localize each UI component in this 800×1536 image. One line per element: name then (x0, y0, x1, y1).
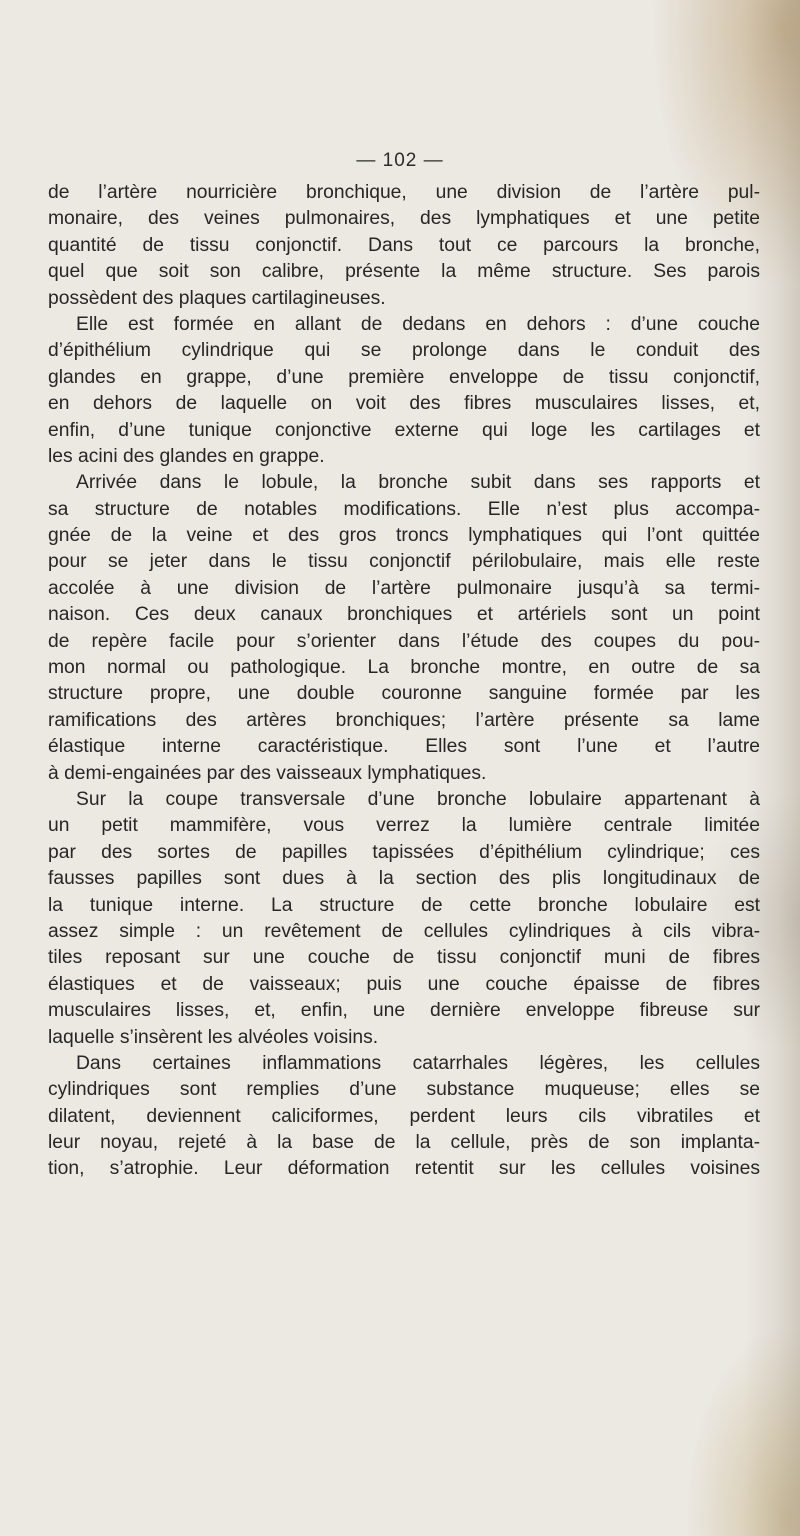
text-line: quantité de tissu conjonctif. Dans tout ce parcours la bronche, (48, 234, 760, 256)
text-line: assez simple : un revêtement de cellules cylindriques à cils vibra- (48, 920, 760, 942)
paragraph (48, 787, 760, 1051)
text-line: Dans certaines inflammations catarrhales légères, les cellules (76, 1052, 760, 1074)
text-line: enfin, d’une tunique conjonctive externe qui loge les cartilages et (48, 419, 760, 441)
text-line: la tunique interne. La structure de cette bronche lobulaire est (48, 894, 760, 916)
text-line: leur noyau, rejeté à la base de la cellule, près de son implanta- (48, 1132, 760, 1154)
text-line: Arrivée dans le lobule, la bronche subit dans ses rapports et (76, 472, 760, 494)
text-line: possèdent des plaques cartilagineuses. (48, 287, 386, 309)
text-line: tiles reposant sur une couche de tissu conjonctif muni de fibres (48, 947, 760, 969)
text-line: ramifications des artères bronchiques; l’artère présente sa lame (48, 709, 760, 731)
text-line: dilatent, deviennent caliciformes, perdent leurs cils vibratiles et (48, 1105, 760, 1127)
text-line: de repère facile pour s’orienter dans l’étude des coupes du pou- (48, 630, 760, 652)
text-line: musculaires lisses, et, enfin, une dernière enveloppe fibreuse sur (48, 1000, 760, 1022)
text-line: Sur la coupe transversale d’une bronche lobulaire appartenant à (76, 788, 760, 810)
text-line: naison. Ces deux canaux bronchiques et artériels sont un point (48, 604, 760, 626)
text-line: en dehors de laquelle on voit des fibres musculaires lisses, et, (48, 393, 760, 415)
body-text (48, 180, 760, 1183)
paragraph (48, 470, 760, 787)
paragraph (48, 312, 760, 470)
text-line: accolée à une division de l’artère pulmonaire jusqu’à sa termi- (48, 577, 760, 599)
text-line: fausses papilles sont dues à la section des plis longitudinaux de (48, 868, 760, 890)
text-line: Elle est formée en allant de dedans en dehors : d’une couche (76, 313, 760, 335)
text-line: quel que soit son calibre, présente la même structure. Ses parois (48, 261, 760, 283)
paragraph (48, 1051, 760, 1183)
text-line: un petit mammifère, vous verrez la lumière centrale limitée (48, 815, 760, 837)
paragraph (48, 180, 760, 312)
text-line: élastique interne caractéristique. Elles sont l’une et l’autre (48, 736, 760, 758)
text-line: sa structure de notables modifications. Elle n’est plus accompa- (48, 498, 760, 520)
text-line: d’épithélium cylindrique qui se prolonge dans le conduit des (48, 340, 760, 362)
text-line: pour se jeter dans le tissu conjonctif périlobulaire, mais elle reste (48, 551, 760, 573)
text-line: élastiques et de vaisseaux; puis une couche épaisse de fibres (48, 973, 760, 995)
text-line: cylindriques sont remplies d’une substance muqueuse; elles se (48, 1079, 760, 1101)
text-line: de l’artère nourricière bronchique, une division de l’artère pul- (48, 182, 760, 203)
page-number: — 102 — (356, 150, 444, 171)
text-line: structure propre, une double couronne sanguine formée par les (48, 683, 760, 705)
text-line: mon normal ou pathologique. La bronche montre, en outre de sa (48, 657, 760, 679)
text-line: les acini des glandes en grappe. (48, 445, 325, 467)
text-line: gnée de la veine et des gros troncs lymphatiques qui l’ont quittée (48, 525, 760, 547)
text-line: par des sortes de papilles tapissées d’épithélium cylindrique; ces (48, 841, 760, 863)
text-line: laquelle s’insèrent les alvéoles voisins. (48, 1026, 379, 1048)
text-line: monaire, des veines pulmonaires, des lymphatiques et une petite (48, 208, 760, 230)
text-line: tion, s’atrophie. Leur déformation retentit sur les cellules voisines (48, 1158, 760, 1180)
text-line: à demi-engainées par des vaisseaux lymphatiques. (48, 762, 487, 784)
text-line: glandes en grappe, d’une première enveloppe de tissu conjonctif, (48, 366, 760, 388)
